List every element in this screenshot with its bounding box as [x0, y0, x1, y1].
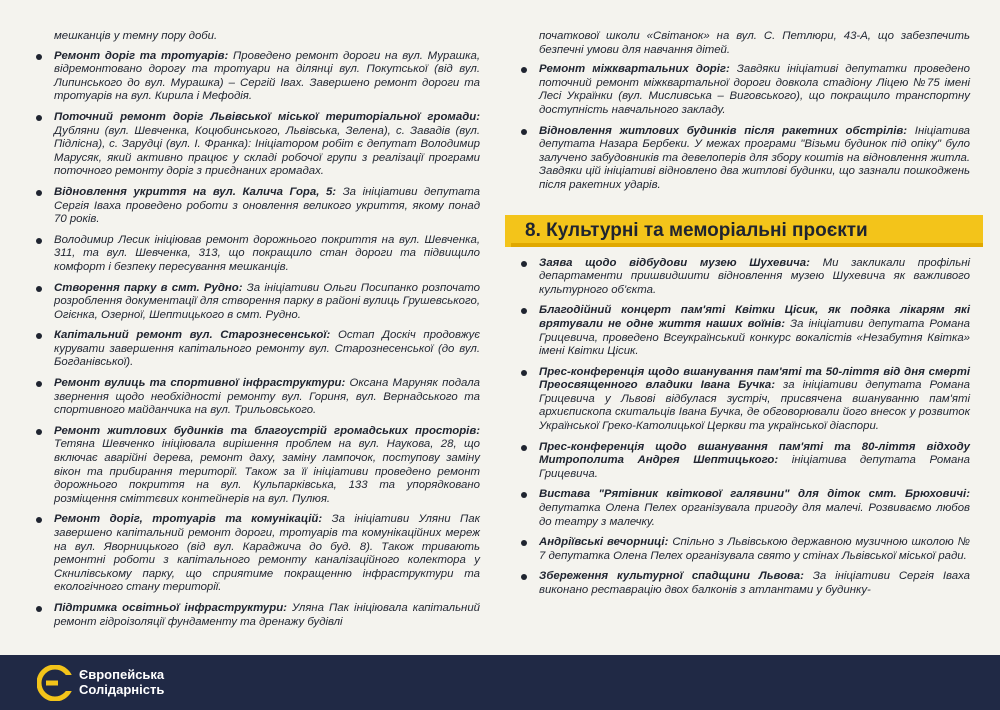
- item-text: Володимир Лесик ініціював ремонт дорожнього покриття на вул. Шевченка, 311, та вул. Шевченка, 313, що покращило стан дороги та підвищило комфорт і безпеку пересування мешканців.: [54, 233, 480, 273]
- list-item: [515, 441, 970, 482]
- item-lead: Ремонт міжквартальних доріг:: [539, 63, 730, 76]
- item-text: За ініціативи депутата Сергія Іваха проведено роботи з оновлення великого укриття, якому понад 70 років.: [54, 185, 480, 226]
- item-text: За ініціативи Уляни Пак завершено капітальний ремонт дороги, тротуарів та комунікаційних мереж на вул. Яворницького (від вул. Караджича до буд. 8). Також тривають ремонтні роботи з капітального ремонту каналізаційного колектора у Скнилівському парку, що сприятиме покращенню інфраструктури та екологічного стану території.: [54, 513, 480, 594]
- item-text: Остап Доскіч продовжує курувати завершення капітального ремонту вул. Старознесенської (до вул. Богданівської).: [54, 329, 480, 369]
- continued-text: мешканців у темну пору доби.: [54, 30, 218, 42]
- list-item: [30, 50, 480, 104]
- item-lead: Ремонт житлових будинків та благоустрій громадських просторів:: [54, 424, 480, 437]
- item-lead: Відновлення укриття на вул. Калича Гора, 5:: [54, 185, 337, 198]
- list-item: [30, 377, 480, 418]
- item-lead: Прес-конференція щодо вшанування пам'яті та 80-ліття відходу Митрополита Андрея Шептицького:: [539, 440, 970, 467]
- list-item: [515, 488, 970, 529]
- item-lead: Капітальний ремонт вул. Старознесенської:: [54, 329, 331, 342]
- continued-text: початкової школи «Світанок» на вул. С. Петлюри, 43-А, що забезпечить безпечні умови для навчання дітей.: [539, 30, 970, 56]
- item-text: Ми закликали профільні департаменти пришвидшити відновлення музею Шухевича як важливого культурного об'єкта.: [539, 256, 971, 296]
- item-text: Проведено ремонт дороги на вул. Мурашка, відремонтовано дорогу та тротуари на ділянці вул. Покутської (від вул. Липинського до вул. Мурашка) – Сергій Івах. Завершено ремонт дороги та тротуарів на вул. Кирила і Мефодія.: [54, 49, 480, 103]
- item-lead: Створення парку в смт. Рудно:: [54, 281, 243, 294]
- item-text: депутатка Олена Пелех організувала пригоду для малечі. Розвиваємо любов до театру з малечку.: [539, 502, 970, 528]
- item-text: Тетяна Шевченко ініціювала вирішення проблем на вул. Наукова, 28, що включає аварійні дерева, ремонт даху, заміну лампочок, поступову заміну вікон та прибирання території. Також за її ініціативи проведено ремонт дорожнього покриття на вул. Кульпарківська, 133 та упорядковано розміщення сміттєвих контейнерів на вул. Пулюя.: [54, 438, 480, 505]
- item-text: за ініціативи депутата Романа Грицевича у Львові відбулася зустріч, присвячена вшануванню пам'яті архиєпископа скитальців Івана Бучка, де обговорювали його внесок у розвиток Української Греко-Католицької Церкви та української діаспори.: [539, 379, 970, 433]
- item-lead: Підтримка освітньої інфраструктури:: [54, 601, 287, 614]
- right-bullet-list-bottom: [515, 257, 970, 598]
- item-text: ініціатива депутата Романа Грицевича.: [539, 454, 970, 480]
- item-text: Спільно з Львівською державною музичною школою № 7 депутатка Олена Пелех організувала свято у стінах Львівської міської ради.: [539, 536, 970, 562]
- item-lead: Ремонт вулиць та спортивної інфраструктури:: [54, 377, 346, 390]
- list-item: [30, 425, 480, 507]
- right-column: [515, 30, 970, 605]
- left-column: [30, 30, 480, 636]
- brand-line-2: Солідарність: [79, 682, 165, 697]
- list-item: [515, 366, 970, 434]
- item-lead: Благодійний концерт пам'яті Квітки Цісик, як подяка лікарям які врятували не одне життя наших воїнів:: [539, 304, 970, 330]
- footer-bar: [0, 655, 1000, 710]
- section-title: 8. Культурні та меморіальні проєкти: [525, 219, 868, 241]
- item-text: Завдяки ініціативі депутатки проведено поточний ремонт міжквартальної дороги довкола стадіону Ліцею №75 імені Лесі Українки (вул. Мисливська – Виговського), що покращило транспортну доступність навчального закладу.: [539, 63, 970, 116]
- right-bullet-list-top: [515, 63, 970, 192]
- list-item: [515, 257, 970, 298]
- item-lead: Відновлення житлових будинків після ракетних обстрілів:: [539, 124, 908, 137]
- item-lead: Вистава "Рятівник квіткової галявини" для діток смт. Брюховичі:: [539, 488, 970, 501]
- item-lead: Андріївські вечорниці:: [539, 536, 669, 549]
- item-text: За ініціативи депутата Романа Грицевича, проведено Всеукраїнський конкурс вокалістів «Незабутня Квітка» імені Квітки Цісик.: [539, 317, 970, 358]
- list-item: [30, 234, 480, 275]
- item-text: Ініціатива депутата Назара Бербеки. У межах програми "Візьми будинок під опіку" було залучено забудовників та девелоперів для збору коштів на відновлення житла. Завдяки цій ініціативі відновлено два житлові будинки, що зазнали пошкоджень після ракетних ударів.: [539, 124, 970, 191]
- item-text: Оксана Маруняк подала звернення щодо необхідності ремонту вул. Гориня, вул. Вернадського та спортивного майданчика на вул. Трильовського.: [54, 377, 480, 417]
- list-item: [515, 570, 970, 597]
- list-item: [30, 602, 480, 629]
- item-lead: Ремонт доріг, тротуарів та комунікацій:: [54, 513, 323, 526]
- section-heading: [505, 215, 970, 247]
- brand-line-1: Європейська: [79, 667, 165, 682]
- list-item: [515, 536, 970, 563]
- list-item: [30, 186, 480, 227]
- item-lead: Заява щодо відбудови музею Шухевича:: [539, 256, 810, 269]
- list-item: [30, 111, 480, 179]
- list-item: [30, 329, 480, 370]
- item-lead: Збереження культурної спадщини Львова:: [539, 570, 804, 583]
- es-logo-icon: [37, 665, 73, 701]
- list-item: [30, 282, 480, 323]
- list-item: [515, 63, 970, 117]
- item-text: За ініціативи Сергія Іваха виконано реставрацію двох балконів з атлантами у будинку-: [539, 570, 970, 596]
- list-item: [515, 304, 970, 358]
- brand-name: [79, 667, 164, 697]
- list-item: [515, 125, 970, 193]
- item-lead: Прес-конференція щодо вшанування пам'яті та 50-ліття від дня смерті Преосвященного владики Івана Бучка:: [539, 365, 970, 392]
- item-lead: Поточний ремонт доріг Львівської міської територіальної громади:: [54, 110, 480, 123]
- item-text: Дубляни (вул. Шевченка, Коцюбинського, Львівська, Зелена), с. Завадів (вул. Підлісна), с. Зарудці (вул. І. Франка): Ініціатором робіт є депутат Володимир Марусяк, який активно працює у складі робочої групи з реалізації програми поточного ремонту доріг з приєднаних громадах.: [54, 124, 480, 178]
- item-text: Уляна Пак ініціювала капітальний ремонт гідроізоляції фундаменту та дренажу будівлі: [54, 601, 480, 628]
- list-item: [30, 513, 480, 595]
- item-text: За ініціативи Ольги Посипанко розпочато розроблення документації для створення парку в районі вулиць Грушевського, Огієнка, Озерної, Шептицького в смт. Рудно.: [54, 281, 480, 321]
- item-lead: Ремонт доріг та тротуарів:: [54, 49, 229, 62]
- left-bullet-list: [30, 50, 480, 630]
